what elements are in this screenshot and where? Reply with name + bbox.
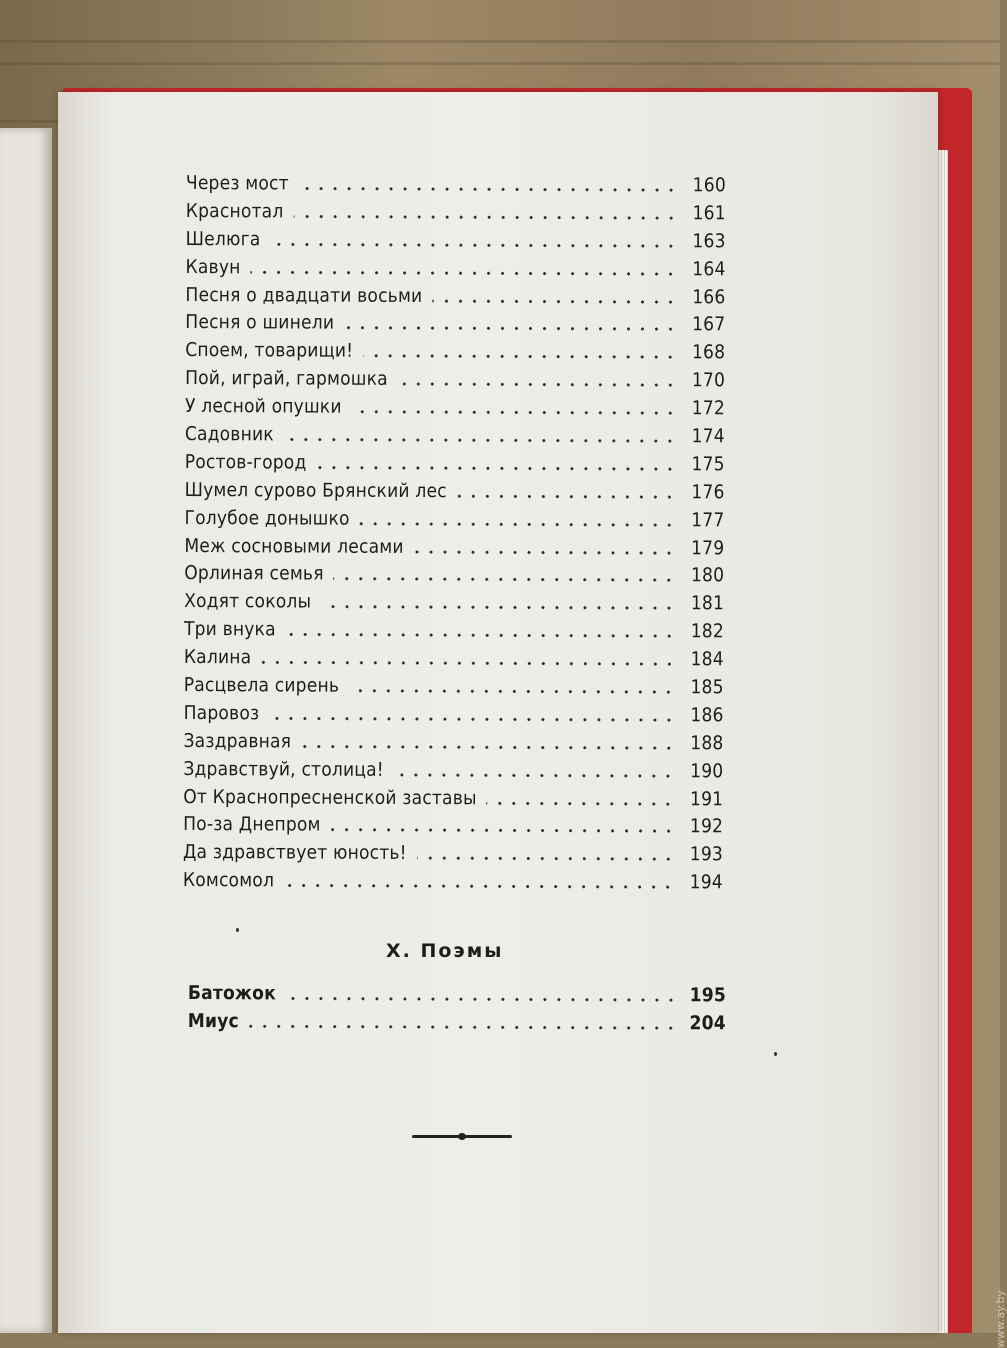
wood-grain bbox=[0, 40, 1000, 43]
wood-grain bbox=[0, 120, 60, 123]
toc-row bbox=[185, 421, 725, 451]
toc-page-number: 160 bbox=[692, 174, 726, 197]
toc-title: Краснотал bbox=[185, 199, 284, 223]
toc-title: Миус bbox=[187, 1009, 239, 1033]
toc-row bbox=[184, 672, 724, 702]
print-speck bbox=[236, 928, 239, 932]
toc-title: Песня о двадцати восьми bbox=[185, 283, 423, 307]
toc-row bbox=[186, 254, 726, 284]
toc-title: Расцвела сирень bbox=[183, 674, 340, 697]
dot-leader bbox=[331, 828, 675, 834]
toc-page-number: 194 bbox=[689, 871, 723, 894]
section-heading: X. Поэмы bbox=[386, 940, 504, 962]
dot-leader bbox=[432, 299, 677, 304]
toc-row bbox=[184, 700, 724, 730]
toc-row bbox=[184, 644, 724, 674]
toc-row bbox=[183, 784, 723, 814]
toc-page-number: 181 bbox=[690, 592, 725, 615]
toc-page-number: 190 bbox=[690, 759, 724, 783]
end-ornament bbox=[412, 1135, 512, 1138]
dot-leader bbox=[344, 326, 677, 331]
toc-row bbox=[186, 226, 726, 256]
dot-leader bbox=[321, 605, 676, 611]
toc-page-number: 166 bbox=[692, 285, 726, 308]
toc-title: Шелюга bbox=[185, 227, 261, 251]
toc-row bbox=[188, 1008, 726, 1038]
toc-page-number: 172 bbox=[691, 397, 726, 420]
watermark: www.ay.by bbox=[994, 1290, 1007, 1348]
toc-title: Да здравствует юность! bbox=[182, 841, 407, 865]
toc-page-number: 177 bbox=[691, 508, 725, 532]
dot-leader bbox=[352, 410, 677, 415]
toc-row bbox=[186, 170, 726, 200]
toc-page-number: 161 bbox=[692, 202, 726, 225]
dot-leader bbox=[261, 660, 676, 666]
table-of-contents bbox=[183, 170, 726, 898]
toc-row bbox=[185, 449, 725, 479]
toc-row bbox=[185, 309, 725, 339]
toc-page-number: 204 bbox=[689, 1012, 726, 1035]
dot-leader bbox=[334, 577, 677, 582]
dot-leader bbox=[286, 633, 676, 639]
toc-row bbox=[185, 282, 725, 312]
toc-page-number: 175 bbox=[691, 453, 725, 476]
print-speck bbox=[774, 1052, 777, 1056]
toc-row bbox=[186, 198, 726, 228]
toc-row bbox=[184, 533, 724, 563]
toc-page-number: 170 bbox=[691, 369, 726, 392]
dot-leader bbox=[293, 214, 677, 220]
facing-page bbox=[0, 128, 52, 1333]
toc-page-number: 191 bbox=[689, 787, 724, 810]
toc-row bbox=[185, 365, 725, 395]
toc-title: Голубое донышко bbox=[184, 506, 350, 530]
toc-page-number: 186 bbox=[690, 704, 724, 727]
toc-title: Садовник bbox=[184, 423, 274, 446]
toc-title: Ростов-город bbox=[184, 450, 307, 474]
dot-leader bbox=[249, 1024, 678, 1030]
toc-page-number: 185 bbox=[690, 676, 724, 699]
toc-title: Споем, товарищи! bbox=[185, 339, 354, 363]
dot-leader bbox=[269, 716, 675, 722]
toc-title: Заздравная bbox=[183, 729, 292, 753]
toc-title: По-за Днепром bbox=[183, 813, 321, 837]
toc-row bbox=[185, 393, 725, 423]
dot-leader bbox=[417, 856, 675, 861]
toc-row bbox=[185, 337, 725, 367]
toc-row bbox=[184, 588, 724, 618]
toc-page-number: 164 bbox=[692, 257, 726, 281]
toc-title: Песня о шинели bbox=[185, 311, 335, 335]
toc-page-number: 163 bbox=[692, 229, 726, 253]
dot-leader bbox=[316, 465, 676, 471]
toc-title: Здравствуй, столица! bbox=[183, 757, 384, 781]
toc-row bbox=[183, 756, 723, 786]
toc-page-number: 192 bbox=[689, 815, 724, 838]
toc-title: Батожок bbox=[187, 982, 276, 1005]
toc-title: От Краснопресненской заставы bbox=[183, 785, 477, 809]
toc-page-number: 184 bbox=[690, 648, 724, 671]
toc-page-number: 168 bbox=[691, 341, 726, 364]
dot-leader bbox=[284, 884, 675, 890]
dot-leader bbox=[457, 494, 677, 499]
dot-leader bbox=[394, 773, 676, 778]
toc-page-number: 188 bbox=[690, 732, 724, 755]
toc-title: Орлиная семья bbox=[184, 562, 324, 586]
toc-title: Комсомол bbox=[182, 869, 275, 892]
toc-page-number: 180 bbox=[690, 564, 725, 587]
section-contents bbox=[188, 980, 726, 1038]
dot-leader bbox=[414, 550, 677, 555]
toc-title: Калина bbox=[183, 646, 252, 669]
dot-leader bbox=[398, 382, 677, 387]
toc-page-number: 193 bbox=[689, 843, 724, 866]
toc-row bbox=[185, 477, 725, 507]
toc-row bbox=[184, 560, 724, 590]
toc-row bbox=[184, 616, 724, 646]
toc-page-number: 174 bbox=[691, 425, 725, 448]
toc-title: Через мост bbox=[185, 171, 289, 195]
wood-grain bbox=[0, 62, 1000, 65]
toc-title: Ходят соколы bbox=[184, 590, 312, 613]
toc-row bbox=[183, 839, 723, 869]
toc-title: Три внука bbox=[183, 618, 276, 641]
toc-page-number: 179 bbox=[691, 536, 725, 559]
dot-leader bbox=[270, 242, 677, 248]
toc-row bbox=[183, 811, 723, 841]
toc-row bbox=[183, 728, 723, 758]
dot-leader bbox=[360, 521, 677, 526]
toc-title: Пой, играй, гармошка bbox=[185, 367, 388, 391]
toc-page-number: 167 bbox=[692, 313, 726, 336]
dot-leader bbox=[286, 996, 678, 1002]
dot-leader bbox=[487, 801, 676, 806]
toc-page-number: 182 bbox=[690, 620, 725, 643]
dot-leader bbox=[301, 744, 675, 750]
toc-title: Паровоз bbox=[183, 701, 260, 725]
toc-row bbox=[183, 867, 723, 897]
toc-title: Меж сосновыми лесами bbox=[184, 534, 404, 558]
toc-row bbox=[184, 505, 724, 535]
toc-title: Шумел сурово Брянский лес bbox=[184, 478, 447, 502]
toc-title: Кавун bbox=[185, 255, 241, 278]
dot-leader bbox=[284, 437, 677, 443]
dot-leader bbox=[349, 689, 676, 694]
dot-leader bbox=[363, 354, 677, 359]
toc-page-number: 195 bbox=[689, 984, 726, 1007]
toc-page-number: 176 bbox=[691, 481, 725, 504]
toc-row bbox=[188, 980, 726, 1010]
toc-title: У лесной опушки bbox=[184, 395, 342, 418]
dot-leader bbox=[299, 186, 678, 192]
dot-leader bbox=[251, 270, 678, 276]
